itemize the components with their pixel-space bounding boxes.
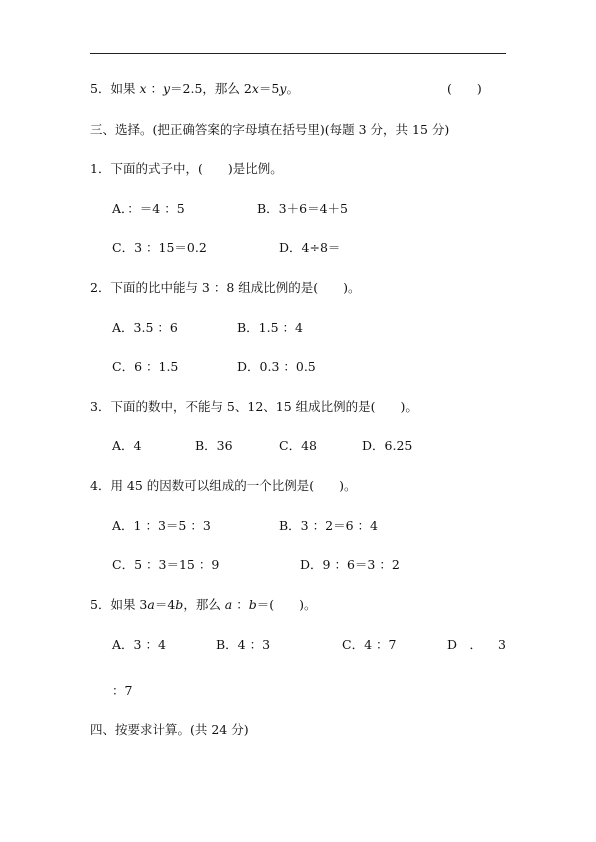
item-number: 5． — [90, 81, 111, 96]
q2-option-b: B．1.5 ：4 — [237, 320, 303, 335]
q3-option-a: A．4 — [112, 438, 142, 453]
variable-y: y — [279, 81, 287, 96]
variable-y: y — [162, 81, 171, 96]
stem-text: 5．如果 3 — [90, 597, 148, 612]
stem-text: ，那么 — [183, 597, 225, 612]
item-text: ＝5 — [258, 81, 280, 96]
section-4-title: 四、按要求计算。(共 24 分) — [90, 722, 249, 737]
q5-option-d-letter: D ． — [447, 637, 483, 652]
q3-option-c: C．48 — [279, 438, 317, 453]
question-2-stem: 2．下面的比中能与 3 ：8 组成比例的是( )。 — [90, 280, 361, 295]
q1-option-c: C．3 ：15＝0.2 — [112, 240, 207, 255]
q1-option-b: B．3＋6＝4＋5 — [257, 201, 348, 216]
variable-b: b — [248, 597, 257, 612]
q5-option-a: A．3 ：4 — [112, 637, 166, 652]
item-text: 。 — [286, 81, 299, 96]
q5-option-d-wrap: ：7 — [112, 683, 133, 698]
q5-option-b: B．4 ：3 — [216, 637, 271, 652]
question-1-stem: 1．下面的式子中，( )是比例。 — [90, 161, 283, 176]
q3-option-d: D．6.25 — [362, 438, 413, 453]
item-text: ： — [146, 81, 163, 96]
section-3-title: 三、选择。(把正确答案的字母填在括号里)(每题 3 分，共 15 分) — [90, 122, 450, 137]
question-5-stem — [90, 597, 317, 613]
item-text: ＝2.5，那么 2 — [170, 81, 252, 96]
variable-a: a — [147, 597, 155, 612]
question-3-stem: 3．下面的数中，不能与 5、12、15 组成比例的是( )。 — [90, 399, 418, 414]
variable-a: a — [224, 597, 233, 612]
stem-text: ： — [232, 597, 249, 612]
variable-b: b — [175, 597, 184, 612]
header-rule — [90, 53, 506, 54]
q5-option-c: C．4 ：7 — [342, 637, 397, 652]
q2-option-d: D．0.3 ：0.5 — [237, 359, 316, 374]
stem-text: ＝4 — [154, 597, 176, 612]
q4-option-d: D．9 ：6＝3 ：2 — [300, 557, 400, 572]
item-text: 如果 — [110, 81, 140, 96]
q4-option-c: C．5 ：3＝15 ：9 — [112, 557, 220, 572]
q5-option-d-number: 3 — [498, 637, 506, 652]
q3-option-b: B．36 — [195, 438, 233, 453]
q1-option-d: D．4÷8＝ — [279, 240, 341, 255]
judge-item-5 — [90, 81, 299, 97]
q1-option-a: A．：＝4 ：5 — [112, 201, 185, 216]
q4-option-b: B．3 ：2＝6 ：4 — [279, 518, 378, 533]
q4-option-a: A．1 ：3＝5 ：3 — [112, 518, 211, 533]
answer-paren[interactable]: ( ) — [447, 81, 482, 96]
q2-option-c: C．6 ：1.5 — [112, 359, 179, 374]
variable-x: x — [139, 81, 147, 96]
q2-option-a: A．3.5 ：6 — [112, 320, 178, 335]
variable-x: x — [251, 81, 259, 96]
stem-text: ＝( )。 — [256, 597, 317, 612]
question-4-stem: 4．用 45 的因数可以组成的一个比例是( )。 — [90, 478, 357, 493]
